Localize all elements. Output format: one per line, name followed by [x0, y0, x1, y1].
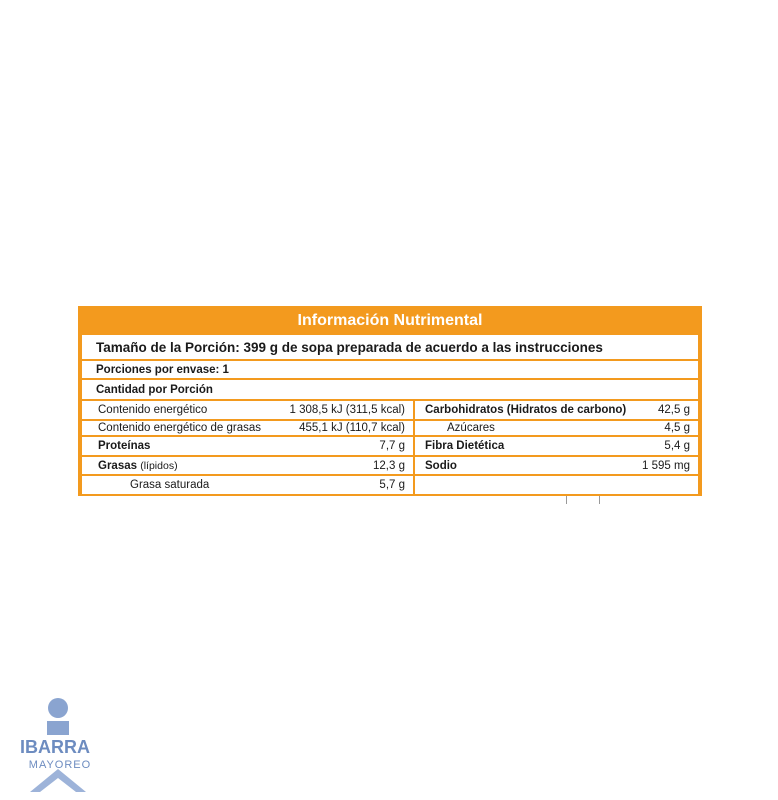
amount-per-serving: [82, 380, 698, 399]
servings-per-container: [82, 361, 698, 378]
brand-subtitle: MAYOREO: [28, 759, 92, 771]
serving-size-text: Tamaño de la Porción: 399 g de sopa preparada de acuerdo a las instrucciones: [96, 339, 603, 355]
nutrition-label: [78, 306, 702, 496]
nutrient-row-saturated-fat: [82, 476, 413, 494]
nutrient-name: Carbohidratos (Hidratos de carbono): [425, 404, 627, 416]
nutrient-name: Grasa saturada: [130, 479, 210, 491]
nutrient-name: Contenido energético de grasas: [98, 422, 262, 434]
nutrient-value: 455,1 kJ (110,7 kcal): [299, 422, 405, 434]
nutrient-row-sodium: [415, 457, 698, 474]
nutrient-value: 4,5 g: [664, 422, 690, 434]
nutrient-name: Fibra Dietética: [425, 440, 505, 452]
nutrient-name-extra: (lípidos): [140, 459, 178, 472]
nutrient-row-fat: [82, 457, 413, 474]
nutrient-name: Sodio: [425, 459, 457, 472]
brand-logo: [20, 697, 110, 792]
crop-tick: [599, 496, 600, 504]
servings-text: Porciones por envase: 1: [96, 363, 229, 376]
crop-tick: [566, 496, 567, 504]
nutrient-value: 5,7 g: [379, 479, 405, 491]
nutrient-row-energy: [82, 401, 413, 419]
nutrient-value: 42,5 g: [658, 404, 690, 416]
nutrient-name: Grasas: [98, 459, 138, 472]
nutrient-value: 1 308,5 kJ (311,5 kcal): [289, 404, 405, 416]
serving-size: [82, 335, 698, 359]
nutrient-row-fiber: [415, 437, 698, 455]
nutrient-value: 5,4 g: [664, 440, 690, 452]
nutrient-row-carbs: [415, 401, 698, 419]
nutrient-value: 1 595 mg: [642, 459, 690, 472]
nutrient-row-energy-fat: [82, 421, 413, 435]
brand-name: IBARRA: [20, 737, 90, 757]
nutrient-name: Azúcares: [447, 422, 495, 434]
nutrient-row-sugars: [415, 421, 698, 435]
nutrient-value: 7,7 g: [379, 440, 405, 452]
amount-text: Cantidad por Porción: [96, 383, 213, 396]
nutrient-value: 12,3 g: [373, 459, 405, 472]
nutrient-name: Contenido energético: [98, 404, 208, 416]
nutrient-row-protein: [82, 437, 413, 455]
empty-cell: [415, 476, 698, 494]
label-title: Información Nutrimental: [297, 311, 483, 329]
nutrient-name: Proteínas: [98, 440, 151, 452]
